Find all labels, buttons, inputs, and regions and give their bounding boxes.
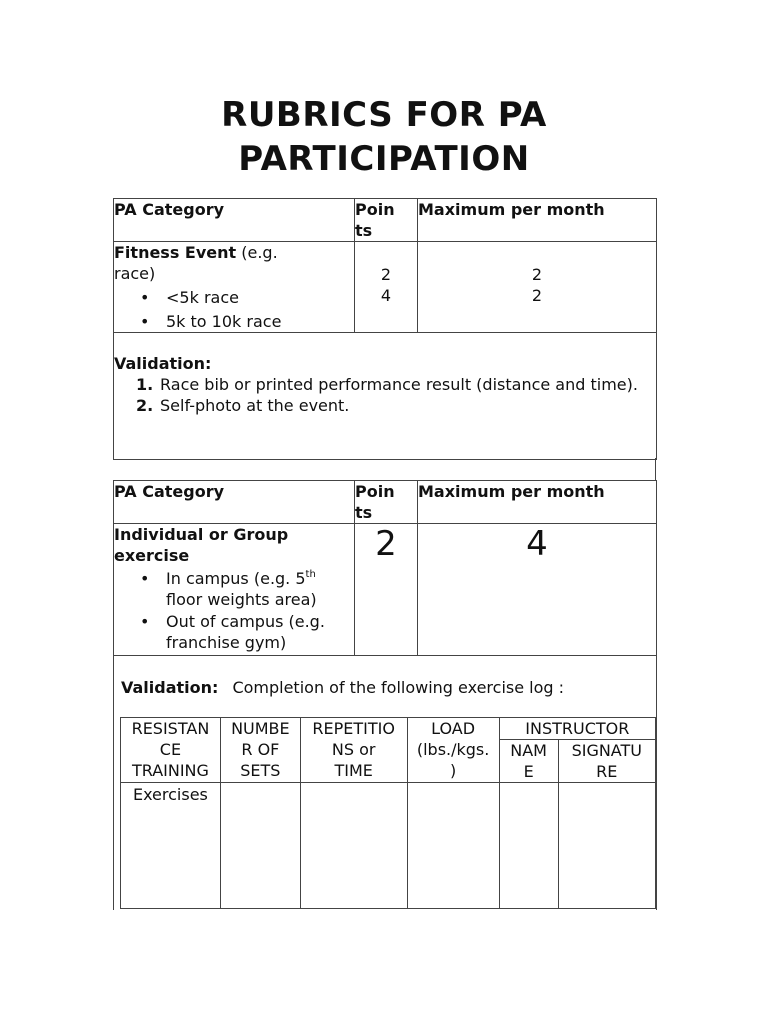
list-text: Race bib or printed performance result (distance and time).	[160, 375, 638, 394]
list-item	[136, 374, 656, 395]
points-header-line-2: ts	[355, 221, 373, 240]
log-col-instructor: INSTRUCTOR	[499, 718, 655, 740]
fitness-maximum	[418, 242, 657, 333]
maximum-value: 2	[531, 286, 543, 305]
bullet-text: floor weights area)	[166, 590, 317, 609]
log-col-repetitions	[300, 718, 407, 783]
points-value: 2	[380, 265, 392, 284]
points-header	[355, 481, 418, 524]
log-col-name	[499, 740, 558, 783]
points-header-line-1: Poin	[355, 482, 395, 501]
fitness-event-row	[114, 242, 657, 333]
exercise-row	[114, 524, 657, 656]
validation-text: Completion of the following exercise log :	[232, 678, 565, 697]
category-header: PA Category	[114, 199, 355, 242]
header-line: SIGNATU	[571, 741, 642, 760]
maximum-header: Maximum per month	[418, 481, 657, 524]
list-text: Self-photo at the event.	[160, 396, 350, 415]
points-header-line-1: Poin	[355, 200, 395, 219]
location-list	[114, 568, 354, 653]
header-line: RESISTAN	[131, 719, 210, 738]
validation-content	[114, 656, 656, 910]
log-header-row	[121, 718, 656, 740]
category-header: PA Category	[114, 481, 355, 524]
log-col-load	[407, 718, 499, 783]
category-line-2: race)	[114, 264, 156, 283]
list-item: • Out of campus (e.g. franchise gym)	[140, 611, 354, 653]
list-number: 1.	[136, 375, 154, 394]
validation-cell	[114, 656, 657, 911]
header-line: SETS	[240, 761, 281, 780]
validation-line	[121, 677, 564, 698]
list-item: • <5k race	[140, 287, 354, 308]
validation-row	[114, 333, 657, 460]
log-cell-empty	[558, 783, 655, 909]
header-line: CE	[159, 740, 182, 759]
maximum-header: Maximum per month	[418, 199, 657, 242]
log-entry-row	[121, 783, 656, 909]
race-list	[114, 287, 354, 332]
title-line-1: RUBRICS FOR PA	[221, 95, 547, 135]
points-value: 4	[380, 286, 392, 305]
validation-row	[114, 656, 657, 911]
category-label: Individual or Group exercise	[114, 525, 289, 565]
exercise-points: 2	[355, 524, 418, 656]
ordinal-suffix: th	[305, 569, 316, 580]
validation-label: Validation:	[121, 678, 219, 697]
header-line: TIME	[334, 761, 373, 780]
list-item	[140, 568, 354, 610]
log-cell-empty	[220, 783, 300, 909]
table-connector-line	[655, 458, 656, 480]
header-line: E	[523, 762, 534, 781]
header-line: REPETITIO	[312, 719, 395, 738]
category-rest: (e.g.	[236, 243, 278, 262]
points-header-line-2: ts	[355, 503, 373, 522]
exercise-category	[114, 524, 355, 656]
log-cell-empty	[407, 783, 499, 909]
log-cell-empty	[499, 783, 558, 909]
list-number: 2.	[136, 396, 154, 415]
page-title	[0, 93, 768, 181]
header-line: NAM	[510, 741, 547, 760]
list-item	[136, 395, 656, 416]
log-col-number-of-sets	[220, 718, 300, 783]
header-line: )	[449, 761, 457, 780]
log-cell-exercises: Exercises	[121, 783, 221, 909]
table-header-row	[114, 481, 657, 524]
log-cell-empty	[300, 783, 407, 909]
validation-label: Validation:	[114, 354, 212, 373]
exercise-table	[113, 480, 657, 910]
fitness-points	[355, 242, 418, 333]
log-col-resistance-training	[121, 718, 221, 783]
header-line: LOAD	[431, 719, 476, 738]
header-line: TRAINING	[131, 761, 209, 780]
validation-cell	[114, 333, 657, 460]
exercise-maximum: 4	[418, 524, 657, 656]
exercise-log-table	[120, 717, 656, 909]
fitness-event-category	[114, 242, 355, 333]
title-line-2: PARTICIPATION	[238, 139, 530, 179]
header-line: NUMBE	[231, 719, 290, 738]
bullet-text: In campus (e.g. 5	[166, 569, 306, 588]
list-item: • 5k to 10k race	[140, 311, 354, 332]
header-line: NS or	[331, 740, 376, 759]
header-line: R OF	[241, 740, 280, 759]
header-line: (lbs./kgs.	[416, 740, 490, 759]
category-line-1	[114, 242, 354, 263]
header-line: RE	[596, 762, 618, 781]
validation-list	[114, 374, 656, 416]
maximum-value: 2	[531, 265, 543, 284]
category-bold: Fitness Event	[114, 243, 237, 262]
log-col-signature	[558, 740, 655, 783]
table-header-row	[114, 199, 657, 242]
points-header	[355, 199, 418, 242]
fitness-event-table	[113, 198, 657, 460]
